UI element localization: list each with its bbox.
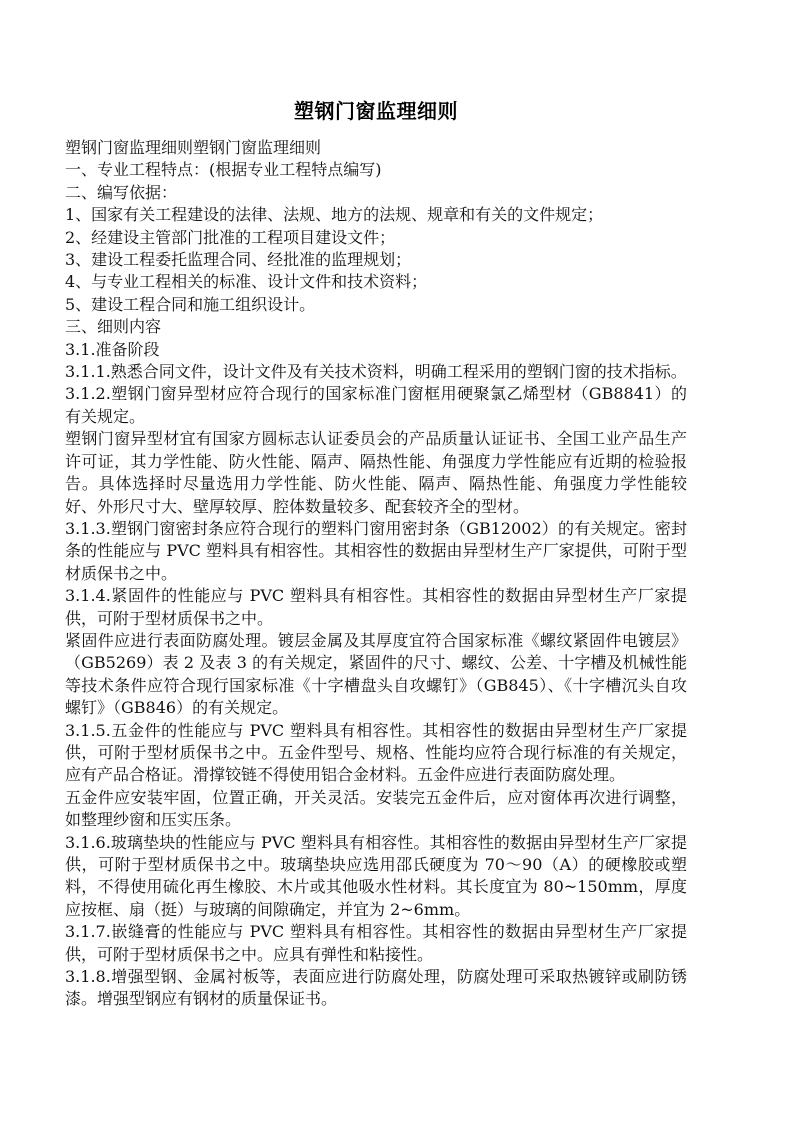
paragraph-3-1-4-note: 紧固件应进行表面防腐处理。镀层金属及其厚度宜符合国家标准《螺纹紧固件电镀层》（GB5269）表 2 及表 3 的有关规定，紧固件的尺寸、螺纹、公差、十字槽及机械性能等技术条件应符合现行国家标准《十字槽盘头自攻螺钉》（GB845）、《十字槽沉头自攻螺钉》（GB846）的有关规定。 bbox=[65, 630, 687, 718]
paragraph-basis-item-3: 3、建设工程委托监理合同、经批准的监理规划； bbox=[65, 250, 412, 270]
paragraph-3-1-preparation-stage: 3.1.准备阶段 bbox=[65, 339, 160, 359]
paragraph-3-1-5-note: 五金件应安装牢固，位置正确，开关灵活。安装完五金件后，应对窗体再次进行调整，如整理纱窗和压实压条。 bbox=[65, 787, 687, 830]
paragraph-section-three-content-heading: 三、细则内容 bbox=[65, 317, 162, 337]
paragraph-3-1-2: 3.1.2.塑钢门窗异型材应符合现行的国家标准门窗框用硬聚氯乙烯型材（GB8841）的有关规定。 bbox=[65, 384, 687, 426]
paragraph-3-1-3: 3.1.3.塑钢门窗密封条应符合现行的塑料门窗用密封条（GB12002）的有关规定。密封条的性能应与 PVC 塑料具有相容性。其相容性的数据由异型材生产厂家提供，可附于型材质保书之中。 bbox=[65, 518, 687, 583]
paragraph-3-1-4: 3.1.4.紧固件的性能应与 PVC 塑料具有相容性。其相容性的数据由异型材生产厂家提供，可附于型材质保书之中。 bbox=[65, 586, 687, 628]
paragraph-section-one-features: 一、专业工程特点：(根据专业工程特点编写) bbox=[65, 160, 382, 180]
paragraph-3-1-8: 3.1.8.增强型钢、金属衬板等，表面应进行防腐处理，防腐处理可采取热镀锌或刷防锈漆。增强型钢应有钢材的质量保证书。 bbox=[65, 967, 687, 1009]
paragraph-3-1-7: 3.1.7.嵌缝膏的性能应与 PVC 塑料具有相容性。其相容性的数据由异型材生产厂家提供，可附于型材质保书之中。应具有弹性和粘接性。 bbox=[65, 922, 687, 964]
paragraph-3-1-2-note: 塑钢门窗异型材宜有国家方圆标志认证委员会的产品质量认证证书、全国工业产品生产许可证，其力学性能、防火性能、隔声、隔热性能、角强度力学性能应有近期的检验报告。具体选择时尽量选用力学性能、防火性能、隔声、隔热性能、角强度力学性能较好、外形尺寸大、壁厚较厚、腔体数量较多、配套较齐全的型材。 bbox=[65, 429, 687, 516]
paragraph-section-two-basis-heading: 二、编写依据： bbox=[65, 182, 178, 202]
paragraph-basis-item-4: 4、与专业工程相关的标准、设计文件和技术资料； bbox=[65, 272, 428, 292]
document-body bbox=[65, 0, 687, 1011]
paragraph-3-1-6: 3.1.6.玻璃垫块的性能应与 PVC 塑料具有相容性。其相容性的数据由异型材生产厂家提供，可附于型材质保书之中。玻璃垫块应选用邵氏硬度为 70～90（A）的硬橡胶或塑料，不得使用硫化再生橡胶、木片或其他吸水性材料。其长度宜为 80~150mm，厚度应按框、扇（挺）与玻璃的间隙确定，并宜为 2~6mm。 bbox=[65, 832, 687, 919]
paragraph-basis-item-1: 1、国家有关工程建设的法律、法规、地方的法规、规章和有关的文件规定； bbox=[65, 205, 604, 225]
paragraph-intro-repeat: 塑钢门窗监理细则塑钢门窗监理细则 bbox=[65, 138, 322, 157]
paragraph-3-1-5: 3.1.5.五金件的性能应与 PVC 塑料具有相容性。其相容性的数据由异型材生产厂家提供，可附于型材质保书之中。五金件型号、规格、性能均应符合现行标准的有关规定，应有产品合格证。滑撑铰链不得使用铝合金材料。五金件应进行表面防腐处理。 bbox=[65, 720, 687, 785]
paragraph-basis-item-2: 2、经建设主管部门批准的工程项目建设文件； bbox=[65, 227, 396, 247]
paragraph-basis-item-5: 5、建设工程合同和施工组织设计。 bbox=[65, 294, 316, 314]
paragraph-3-1-1: 3.1.1.熟悉合同文件，设计文件及有关技术资料，明确工程采用的塑钢门窗的技术指标。 bbox=[65, 362, 687, 382]
page-title: 塑钢门窗监理细则 bbox=[294, 99, 458, 123]
